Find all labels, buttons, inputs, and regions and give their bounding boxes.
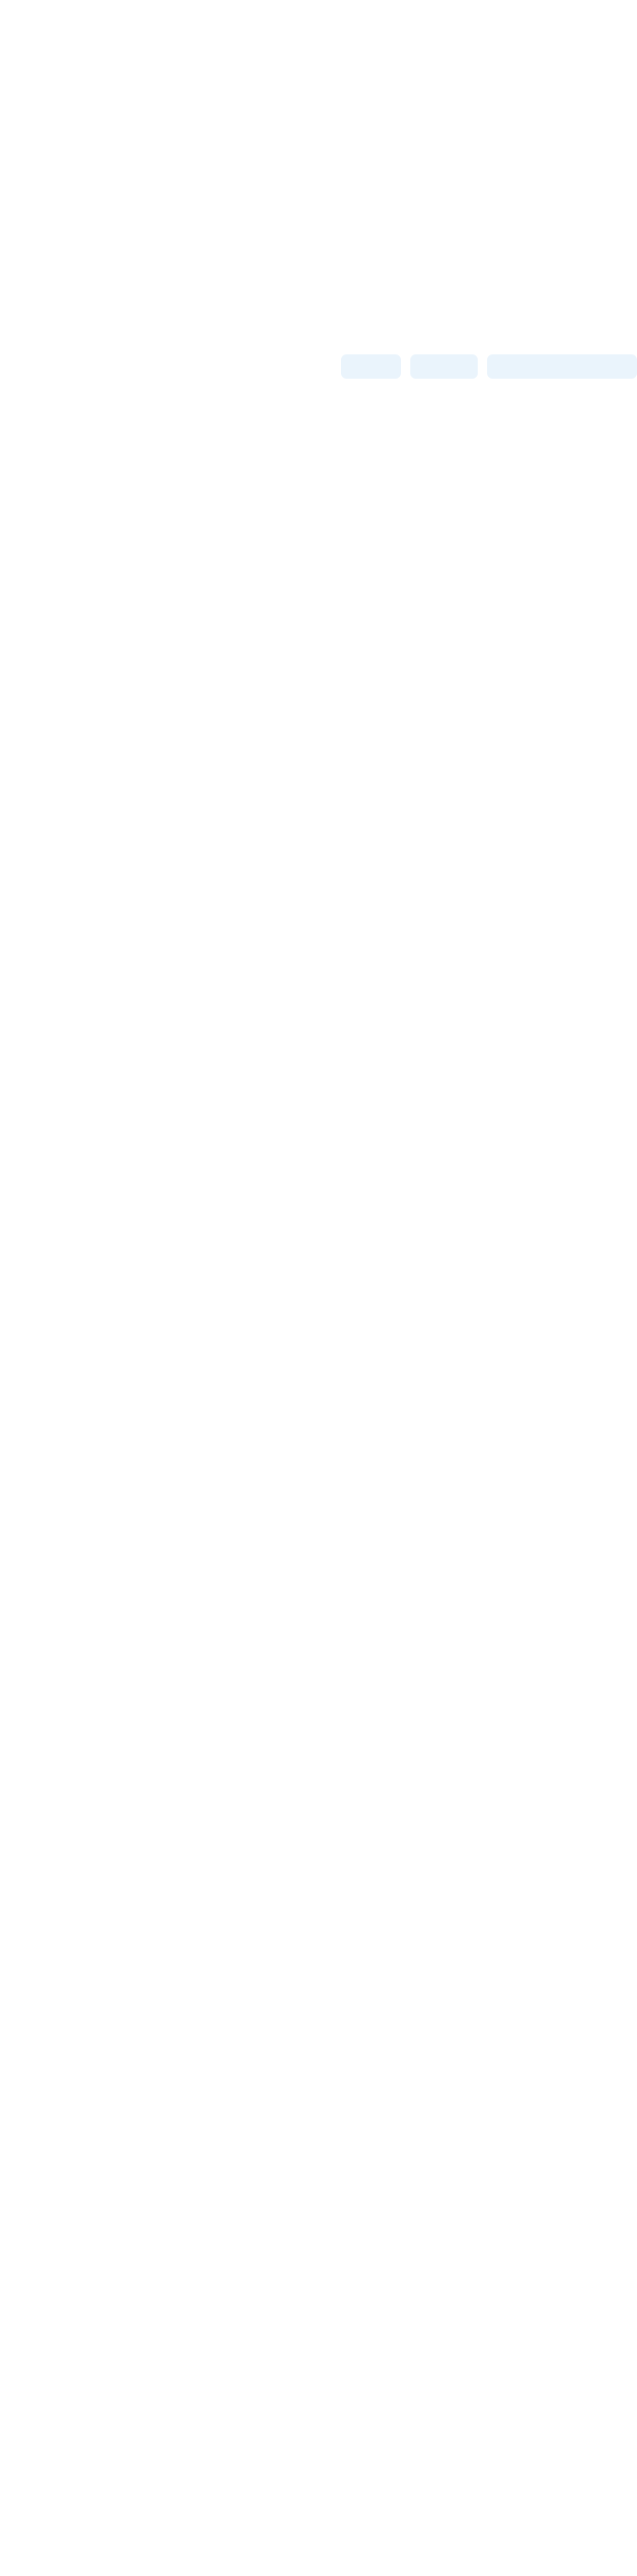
prev-exercise-button[interactable] (341, 354, 401, 379)
next-exercise-button[interactable] (410, 354, 478, 379)
all-exercises-button[interactable] (487, 354, 637, 379)
